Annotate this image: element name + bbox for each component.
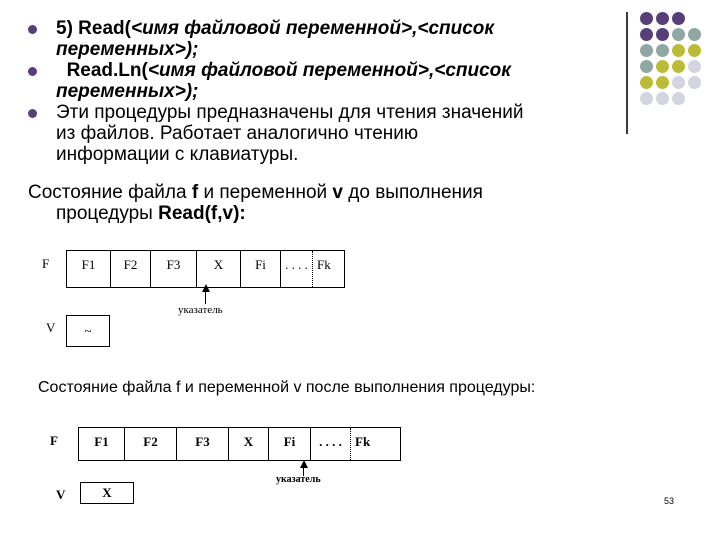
file-cell: F2 bbox=[125, 428, 177, 460]
bullet-read-prefix: 5) Read( bbox=[56, 18, 131, 39]
bullet-read-cont: переменных>); bbox=[56, 39, 199, 60]
state-before-c: до выполнения bbox=[342, 182, 483, 203]
decor-dot bbox=[656, 60, 669, 73]
decor-dot bbox=[656, 28, 669, 41]
pointer-arrow bbox=[205, 290, 206, 304]
file-cell: X bbox=[229, 428, 269, 460]
pointer-arrowhead bbox=[202, 284, 210, 292]
decor-dot bbox=[688, 76, 701, 89]
state-before-a: Состояние файла bbox=[28, 182, 192, 203]
state-after-text: Состояние файла f и переменной v после выполнения процедуры: bbox=[38, 379, 536, 396]
bullet-readln-suffix: ,<список bbox=[428, 60, 511, 81]
bullet-readln bbox=[28, 60, 628, 102]
page-number: 53 bbox=[664, 496, 675, 506]
decor-dot bbox=[656, 12, 669, 25]
file-cell: F3 bbox=[177, 428, 229, 460]
var-label: V bbox=[56, 487, 66, 502]
decor-dot bbox=[640, 76, 653, 89]
decor-dot bbox=[672, 12, 685, 25]
file-cell: . . . . bbox=[281, 251, 313, 287]
bullet-readln-arg: <имя файловой переменной> bbox=[147, 60, 429, 81]
decor-dot bbox=[688, 44, 701, 57]
file-cell: F1 bbox=[79, 428, 125, 460]
decor-dot bbox=[672, 28, 685, 41]
pointer-label: указатель bbox=[178, 304, 223, 316]
state-before-f: f bbox=[191, 182, 199, 203]
state-before-v: v bbox=[332, 182, 343, 203]
bullet-dot bbox=[28, 25, 37, 34]
file-label: F bbox=[50, 433, 58, 448]
bullet-dot bbox=[28, 67, 37, 76]
decor-dot bbox=[640, 44, 653, 57]
file-cell: F1 bbox=[67, 251, 111, 287]
file-cell: F2 bbox=[111, 251, 151, 287]
decor-dot bbox=[672, 44, 685, 57]
file-cells-row bbox=[78, 427, 401, 461]
state-before-b: и переменной bbox=[198, 182, 333, 203]
bullet-read-arg: <имя файловой переменной> bbox=[130, 18, 413, 39]
decor-dot bbox=[640, 92, 653, 105]
var-box: ~ bbox=[66, 315, 110, 347]
file-cell: Fi bbox=[241, 251, 281, 287]
decor-dot bbox=[640, 12, 653, 25]
desc-line-3: информации с клавиатуры. bbox=[56, 144, 299, 165]
decor-dot bbox=[672, 92, 685, 105]
file-cell: F3 bbox=[151, 251, 197, 287]
bullet-read-suffix: ,<список bbox=[412, 18, 495, 39]
file-cell: Fk bbox=[351, 428, 401, 460]
pointer-label: указатель bbox=[276, 474, 321, 485]
desc-line-2: из файлов. Работает аналогично чтению bbox=[56, 123, 419, 144]
decor-dot bbox=[656, 92, 669, 105]
decor-dot bbox=[656, 76, 669, 89]
file-cell: . . . . bbox=[311, 428, 351, 460]
file-cells-row bbox=[66, 250, 345, 288]
file-cell: X bbox=[197, 251, 241, 287]
decor-dot bbox=[640, 60, 653, 73]
state-before-text bbox=[28, 182, 628, 224]
file-cell: Fi bbox=[269, 428, 311, 460]
var-label: V bbox=[46, 320, 56, 335]
file-cell: Fk bbox=[313, 251, 345, 287]
file-label: F bbox=[42, 256, 50, 271]
decor-dot bbox=[672, 60, 685, 73]
bullet-description bbox=[28, 102, 628, 165]
decor-dot bbox=[640, 28, 653, 41]
state-before-call: Read(f,v): bbox=[158, 203, 246, 224]
pointer-arrowhead bbox=[300, 460, 308, 468]
state-before-d: процедуры bbox=[56, 203, 159, 224]
bullet-readln-prefix: Read.Ln( bbox=[66, 60, 148, 81]
decor-dot bbox=[688, 60, 701, 73]
desc-line-1: Эти процедуры предназначены для чтения значений bbox=[56, 102, 524, 123]
bullet-dot bbox=[28, 109, 37, 118]
bullet-list bbox=[28, 18, 628, 165]
decor-dot bbox=[688, 28, 701, 41]
decor-dot bbox=[656, 44, 669, 57]
decor-dot bbox=[672, 76, 685, 89]
bullet-read bbox=[28, 18, 628, 60]
bullet-readln-cont: переменных>); bbox=[56, 81, 199, 102]
var-box: X bbox=[80, 482, 134, 504]
